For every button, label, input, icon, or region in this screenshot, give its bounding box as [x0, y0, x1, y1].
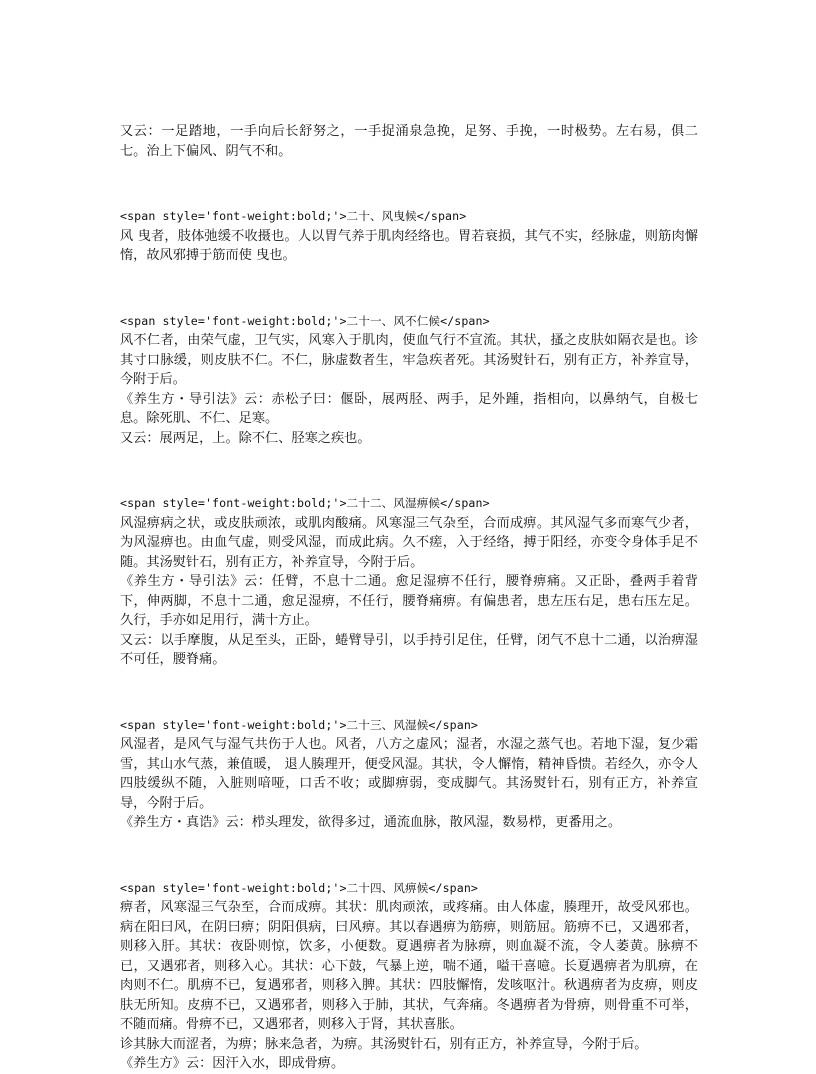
intro-section [120, 122, 698, 161]
section-heading: <span style='font-weight:bold;'>二十三、风湿候</span> [120, 717, 478, 732]
section-heading: <span style='font-weight:bold;'>二十四、风痹候</span> [120, 880, 478, 895]
document-page [120, 122, 698, 1074]
section-paragraph: 诊其脉大而涩者，为痹；脉来急者，为痹。其汤熨针石，别有正方，补养宣导，今附于后。 [120, 1036, 648, 1052]
section-paragraph: 风湿者，是风气与湿气共伤于人也。风者，八方之虚风；湿者，水湿之蒸气也。若地下湿，复少霜雪，其山水气蒸，兼值暖， 退人腠理开，便受风湿。其状，令人懈惰，精神昏愦。若经久，亦令人四肢缓纵不随，入脏则喑哑，口舌不收；或脚痹弱，变成脚气。其汤熨针石，别有正方，补养宣导，今附于后。 [120, 737, 698, 811]
section-paragraph: 《养生方・导引法》云：赤松子曰：偃卧，展两胫、两手，足外踵，指相向，以鼻纳气，自极七息。除死肌、不仁、足寒。 [120, 391, 698, 426]
section-feng-shi [120, 716, 698, 833]
section-paragraph: 《养生方・真诰》云：栉头理发，欲得多过，通流血脉，散风湿，数易栉，更番用之。 [120, 815, 622, 830]
section-paragraph: 风湿痹病之状，或皮肤顽浓，或肌肉酸痛。风寒湿三气杂至，合而成痹。其风湿气多而寒气少者，为风湿痹也。由血气虚，则受风湿，而成此病。久不瘥，入于经络，搏于阳经，亦变令身体手足不随。其汤熨针石，别有正方，补养宣导，今附于后。 [120, 515, 698, 570]
section-paragraph: 又云：展两足，上。除不仁、胫寒之疾也。 [120, 430, 371, 446]
section-paragraph: 痹者，风寒湿三气杂至，合而成痹。其状：肌肉顽浓，或疼痛。由人体虚，腠理开，故受风邪也。病在阳曰风，在阴曰痹；阴阳俱病，曰风痹。其以春遇痹为筋痹，则筋屈。筋痹不已，又遇邪者，则移入肝。其状：夜卧则惊，饮多，小便数。夏遇痹者为脉痹，则血凝不流，令人萎黄。脉痹不已，又遇邪者，则移入心。其状：心下鼓，气暴上逆，喘不通，嗌干喜噫。长夏遇痹者为肌痹，在肉则不仁。肌痹不已，复遇邪者，则移入脾。其状：四肢懈惰，发咳呕汁。秋遇痹者为皮痹，则皮肤无所知。皮痹不已，又遇邪者，则移入于肺，其状，气奔痛。冬遇痹者为骨痹，则骨重不可举，不随而痛。骨痹不已，又遇邪者，则移入于肾，其状喜胀。 [120, 900, 698, 1032]
section-heading: <span style='font-weight:bold;'>二十一、风不仁候</span> [120, 313, 490, 328]
section-feng-bu-ren [120, 312, 698, 449]
section-paragraph: 《养生方・导引法》云：任臂，不息十二通。愈足湿痹不任行，腰脊痹痛。又正卧，叠两手着背下，伸两脚，不息十二通，愈足湿痹，不任行，腰脊痛痹。有偏患者，患左压右足，患右压左足。久行，手亦如足用行，满十方止。 [120, 574, 698, 628]
section-feng-ye [120, 207, 698, 266]
section-heading: <span style='font-weight:bold;'>二十、风曳候</span> [120, 209, 467, 223]
intro-paragraph: 又云：一足踏地，一手向后长舒努之，一手捉涌泉急挽，足努、手挽，一时极势。左右易，俱二七。治上下偏风、阴气不和。 [120, 124, 698, 159]
section-paragraph: 风 曳者，肢体弛缓不收摄也。人以胃气养于肌肉经络也。胃若衰损，其气不实，经脉虚，则筋肉懈惰，故风邪搏于筋而使 曳也。 [120, 228, 698, 263]
section-feng-shi-bi [120, 494, 698, 670]
section-paragraph: 风不仁者，由荣气虚，卫气实，风寒入于肌肉，使血气行不宣流。其状，搔之皮肤如隔衣是也。诊其寸口脉缓，则皮肤不仁。不仁，脉虚数者生，牢急疾者死。其汤熨针石，别有正方，补养宣导，今附于后。 [120, 333, 698, 387]
section-paragraph: 《养生方》云：因汗入水，即成骨痹。 [120, 1056, 345, 1071]
section-heading: <span style='font-weight:bold;'>二十二、风湿痹候</span> [120, 496, 490, 510]
section-feng-bi [120, 879, 698, 1074]
section-paragraph: 又云：以手摩腹，从足至头，正卧，蜷臂导引，以手持引足住，任臂，闭气不息十二通，以治痹湿不可任，腰脊痛。 [120, 632, 698, 667]
